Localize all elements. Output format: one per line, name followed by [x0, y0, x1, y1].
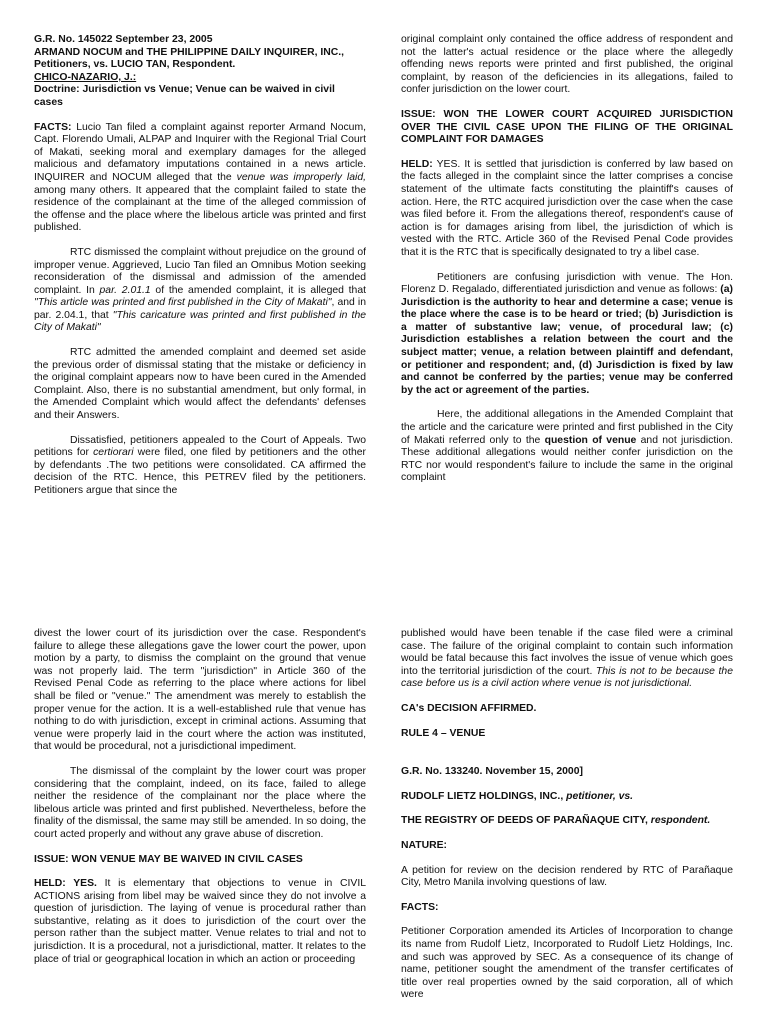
- case1-justice: CHICO-NAZARIO, J.:: [34, 71, 137, 83]
- case1-held1-p3: Here, the additional allegations in the Amended Complaint that the article and the caricature were printed and first published in the City of Makati referred only to the question of venue and not jurisdiction. These additional allegations would neither confer jurisdiction on the RTC nor would respondent's failure to include the same in the original complaint: [401, 409, 733, 484]
- case1-issue1: ISSUE: WON THE LOWER COURT ACQUIRED JURISDICTION OVER THE CIVIL CASE UPON THE FILING OF THE ORIGINAL COMPLAINT FOR DAMAGES: [401, 108, 733, 146]
- case1-held2: HELD: YES. It is elementary that objections to venue in CIVIL ACTIONS arising from libel may be waived since they do not involve a question of jurisdiction. The laying of venue is procedural rather than substantive, relating as it does to jurisdiction of the court over the person rather than the subject matter. Venue relates to trial and not to jurisdiction. It is a procedural, not a jurisdictional, matter. It relates to the place of trial or geographical location in which an action or proceeding: [34, 878, 366, 965]
- rule-heading: RULE 4 – VENUE: [401, 727, 486, 739]
- case2-facts-text: Petitioner Corporation amended its Articles of Incorporation to change its name from Rudolf Lietz, Incorporated to Rudolf Lietz Holdings, Inc. and such was approved by SEC. As a consequence of its change of name, petitioner sought the amendment of the transfer certificates of title over real properties owned by the said corporation, all of which were: [401, 926, 733, 1001]
- case2-gr-number: G.R. No. 133240. November 15, 2000]: [401, 766, 583, 778]
- case1-facts-p3: RTC admitted the amended complaint and deemed set aside the previous order of dismissal stating that the mistake or deficiency in the original complaint appears now to have been cured in the Amended Complaint. Also, there is no substantial amendment, but only formal, in the Amended Complaint which would affect the defendants' defenses and their Answers.: [34, 347, 366, 422]
- case1-held1-continued: divest the lower court of its jurisdiction over the case. Respondent's failure to allege these allegations gave the lower court the power, upon motion by a party, to dismiss the complaint on the ground that venue was not properly laid. The term "jurisdiction" in Article 360 of the Revised Penal Code as referring to the place where actions for libel shall be filed or "venue." The amendment was merely to establish the proper venue for the action. It is a well-established rule that venue has nothing to do with jurisdiction, except in criminal actions. Assuming that venue were properly laid in the court where the action was instituted, that would be procedural, not a jurisdictional impediment.: [34, 628, 366, 753]
- case1-decision: CA's DECISION AFFIRMED.: [401, 702, 537, 714]
- case1-facts-p4: Dissatisfied, petitioners appealed to the Court of Appeals. Two petitions for certiorari were filed, one filed by petitioners and the other by defendants .The two petitions were consolidated. CA affirmed the decision of the RTC. Hence, this PETREV filed by the petitioners. Petitioners argue that since the: [34, 434, 366, 496]
- case1-facts-p1: FACTS: Lucio Tan filed a complaint against reporter Armand Nocum, Capt. Florendo Umali, ALPAP and Inquirer with the Regional Trial Court of Makati, seeking moral and exemplary damages for the alleged malicious and defamatory imputations contained in a news article. INQUIRER and NOCUM alleged that the venue was improperly laid, among many others. It appeared that the complaint failed to state the residence of the complainant at the time of the alleged commission of the offense and the place where the libelous article was printed and first published.: [34, 121, 366, 234]
- case1-facts-p2: RTC dismissed the complaint without prejudice on the ground of improper venue. Aggrieved, Lucio Tan filed an Omnibus Motion seeking reconsideration of the dismissal and admission of the amended complaint. In par. 2.01.1 of the amended complaint, it is alleged that "This article was printed and first published in the City of Makati", and in par. 2.04.1, that "This caricature was printed and first published in the City of Makati": [34, 246, 366, 334]
- case1-parties: ARMAND NOCUM and THE PHILIPPINE DAILY INQUIRER, INC., Petitioners, vs. LUCIO TAN, Respondent.: [34, 46, 345, 71]
- case1-held2-continued: published would have been tenable if the case filed were a criminal case. The failure of the original complaint to contain such information would be fatal because this fact involves the issue of venue which goes into the territorial jurisdiction of the court. This is not to be because the case before us is a civil action where venue is not jurisdictional.: [401, 628, 733, 690]
- case1-facts-continued: original complaint only contained the office address of respondent and not the latter's actual residence or the place where the allegedly offending news reports were printed and first published, the original complaint, by reason of the deficiencies in its allegations, failed to confer jurisdiction on the lower court.: [401, 34, 733, 96]
- case2-petitioner: RUDOLF LIETZ HOLDINGS, INC., petitioner, vs.: [401, 790, 634, 802]
- case1-header: [34, 34, 366, 110]
- case2-respondent: THE REGISTRY OF DEEDS OF PARAÑAQUE CITY, respondent.: [401, 815, 711, 827]
- column-bottom-right: [401, 628, 733, 1024]
- case1-gr-number: G.R. No. 145022 September 23, 2005: [34, 34, 213, 45]
- case1-dismissal-paragraph: The dismissal of the complaint by the lower court was proper considering that the complaint, indeed, on its face, failed to allege neither the residence of the complainant nor the place where the libelous article was printed and first published. Nevertheless, before the finality of the dismissal, the same may still be amended. In so doing, the court acted properly and without any grave abuse of discretion.: [34, 765, 366, 840]
- case1-issue2: ISSUE: WON VENUE MAY BE WAIVED IN CIVIL CASES: [34, 853, 303, 865]
- column-top-right: [401, 34, 733, 604]
- column-top-left: [34, 34, 366, 604]
- case2-facts-label: FACTS:: [401, 901, 439, 913]
- case1-doctrine: Doctrine: Jurisdiction vs Venue; Venue can be waived in civil cases: [34, 84, 335, 108]
- column-bottom-left: [34, 628, 366, 1024]
- case2-nature-label: NATURE:: [401, 839, 447, 851]
- case1-held1-p2: Petitioners are confusing jurisdiction with venue. The Hon. Florenz D. Regalado, differentiated jurisdiction and venue as follows: (a) Jurisdiction is the authority to hear and determine a case; venue is the place where the case is to be heard or tried; (b) Jurisdiction is a matter of substantive law; venue, of procedural law; (c) Jurisdiction establishes a relation between the court and the subject matter; venue, a relation between plaintiff and defendant, or petitioner and respondent; and, (d) Jurisdiction is fixed by law and cannot be conferred by the parties; venue may be conferred by the act or agreement of the parties.: [401, 271, 733, 396]
- case1-held1: HELD: YES. It is settled that jurisdiction is conferred by law based on the facts alleged in the complaint since the latter comprises a concise statement of the ultimate facts constituting the plaintiff's causes of action. Here, the RTC acquired jurisdiction over the case when the case was filed before it. From the allegations thereof, respondent's cause of action is for damages arising from libel, the jurisdiction of which is vested with the RTC. Article 360 of the Revised Penal Code provides that it is the RTC that is specifically designated to try a libel case.: [401, 158, 733, 258]
- case2-nature-text: A petition for review on the decision rendered by RTC of Parañaque City, Metro Manila involving questions of law.: [401, 864, 733, 889]
